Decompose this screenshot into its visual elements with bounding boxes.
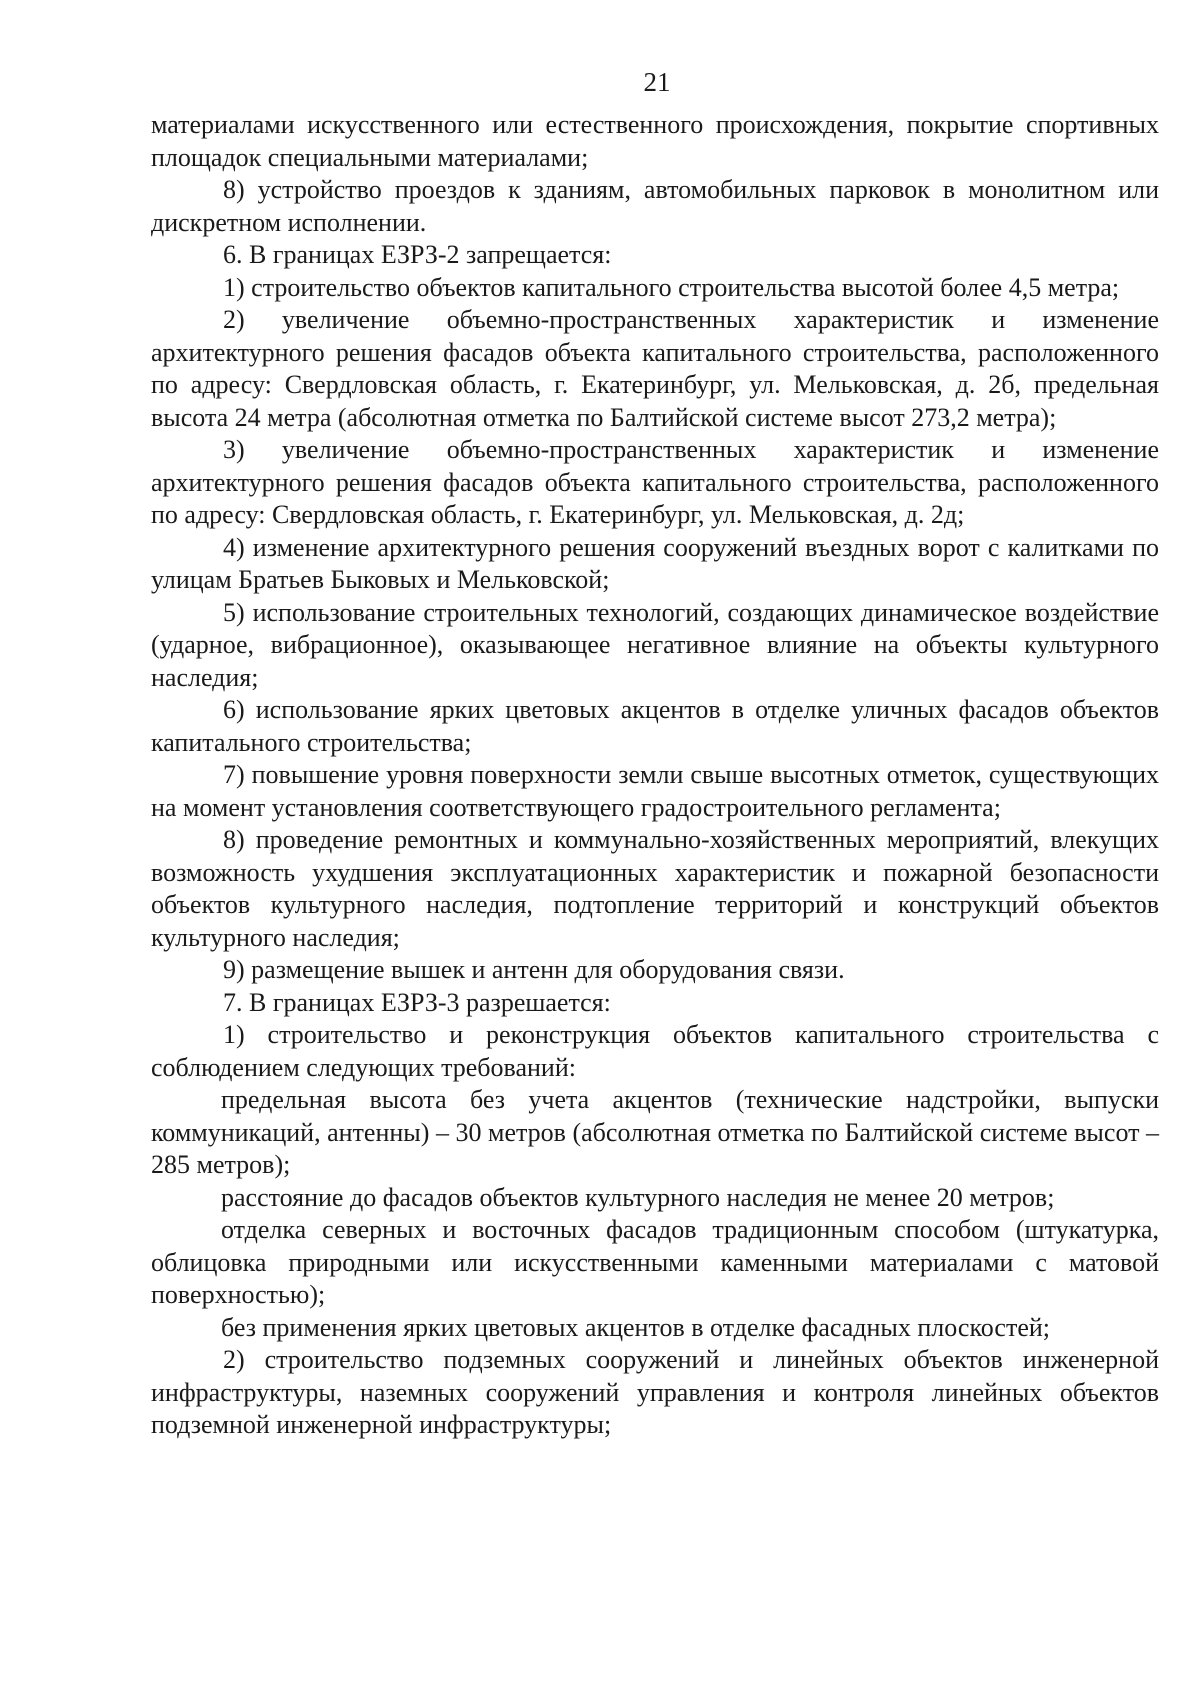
paragraph-section-7-heading: 7. В границах ЕЗРЗ-3 разрешается:: [223, 987, 611, 1017]
page-number: 21: [643, 67, 671, 97]
paragraph-requirement-no-bright-colors: без применения ярких цветовых акцентов в отделке фасадных плоскостей;: [221, 1312, 1050, 1342]
paragraph-item-3-building-2d: 3) увеличение объемно-пространственных характеристик и изменение архитектурного решения фасадов объекта капитального строительства, расположенного по адресу: Свердловская область, г. Екатеринбург, ул. Мельковская, д. 2д;: [151, 435, 1159, 529]
paragraph-item-1-height-limit: 1) строительство объектов капитального строительства высотой более 4,5 метра;: [223, 272, 1120, 302]
paragraph-item-6-color-accents: 6) использование ярких цветовых акцентов в отделке уличных фасадов объектов капитального строительства;: [151, 695, 1159, 757]
paragraph-item-7-ground-level: 7) повышение уровня поверхности земли свыше высотных отметок, существующих на момент установления соответствующего градостроительного регламента;: [151, 760, 1159, 822]
paragraph-requirement-finish: отделка северных и восточных фасадов традиционным способом (штукатурка, облицовка природными или искусственными каменными материалами с матовой поверхностью);: [151, 1215, 1159, 1309]
paragraph-item-8-repairs: 8) проведение ремонтных и коммунально-хозяйственных мероприятий, влекущих возможность ухудшения эксплуатационных характеристик и пожарной безопасности объектов культурного наследия, подтопление территорий и конструкций объектов культурного наследия;: [151, 825, 1159, 952]
paragraph-item-8-driveways: 8) устройство проездов к зданиям, автомобильных парковок в монолитном или дискретном исполнении.: [151, 175, 1159, 237]
document-body: [151, 109, 1159, 1442]
paragraph-section-6-heading: 6. В границах ЕЗРЗ-2 запрещается:: [223, 240, 612, 269]
paragraph-continuation: материалами искусственного или естественного происхождения, покрытие спортивных площадок специальными материалами;: [151, 110, 1159, 172]
paragraph-item-2-building-2b: 2) увеличение объемно-пространственных характеристик и изменение архитектурного решения фасадов объекта капитального строительства, расположенного по адресу: Свердловская область, г. Екатеринбург, ул. Мельковская, д. 2б, предельная высота 24 метра (абсолютная отметка по Балтийской системе высот 273,2 метра);: [151, 305, 1159, 432]
paragraph-requirement-height: предельная высота без учета акцентов (технические надстройки, выпуски коммуникаций, антенны) – 30 метров (абсолютная отметка по Балтийской системе высот – 285 метров);: [151, 1085, 1159, 1179]
paragraph-item-9-towers: 9) размещение вышек и антенн для оборудования связи.: [223, 955, 845, 984]
paragraph-requirement-distance: расстояние до фасадов объектов культурного наследия не менее 20 метров;: [221, 1182, 1055, 1212]
paragraph-item-4-gates: 4) изменение архитектурного решения сооружений въездных ворот с калитками по улицам Братьев Быковых и Мельковской;: [151, 532, 1159, 594]
paragraph-item-2-underground: 2) строительство подземных сооружений и линейных объектов инженерной инфраструктуры, наземных сооружений управления и контроля линейных объектов подземной инженерной инфраструктуры;: [151, 1345, 1159, 1439]
paragraph-item-5-technologies: 5) использование строительных технологий, создающих динамическое воздействие (ударное, вибрационное), оказывающее негативное влияние на объекты культурного наследия;: [151, 597, 1159, 692]
paragraph-item-1-construction: 1) строительство и реконструкция объектов капитального строительства с соблюдением следующих требований:: [151, 1020, 1159, 1082]
